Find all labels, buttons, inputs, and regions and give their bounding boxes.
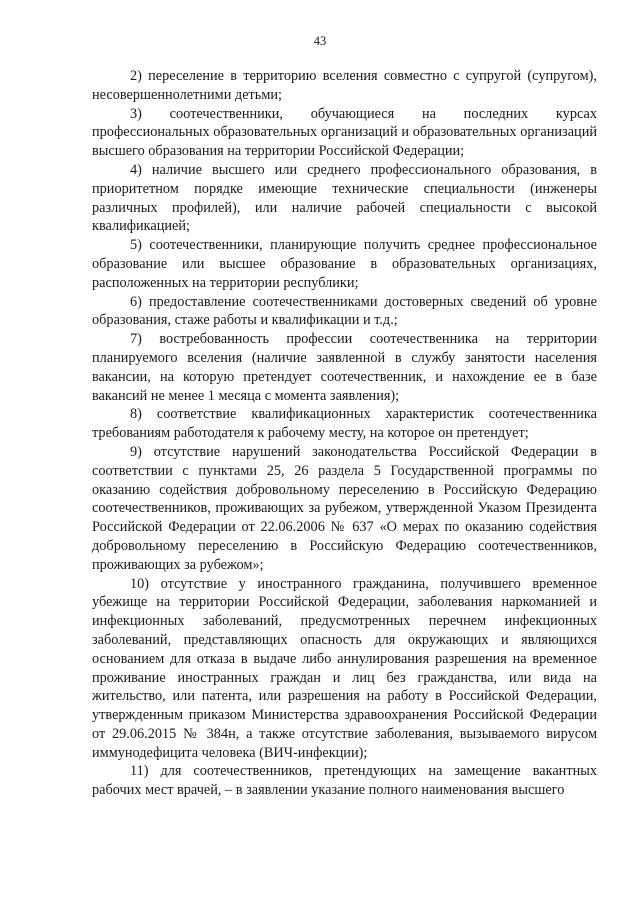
list-item-10: 10) отсутствие у иностранного гражданина, получившего временное убежище на территории Российской Федерации, заболевания наркоманией и инфекционных заболеваний, предусмотренных перечнем инфекционных заболеваний, представляющих опасность для окружающих и являющихся основанием для отказа в выдаче либо аннулирования разрешения на временное проживание иностранных граждан и лиц без гражданства, или вида на жительство, или патента, или разрешения на работу в Российской Федерации, утвержденным приказом Министерства здравоохранения Российской Федерации от 29.06.2015 № 384н, а также отсутствие заболевания, вызываемого вирусом иммунодефицита человека (ВИЧ-инфекции); (92, 575, 597, 761)
document-body (92, 67, 597, 800)
list-item-2: 2) переселение в территорию вселения совместно с супругой (супругом), несовершеннолетними детьми; (92, 68, 597, 103)
list-item-8: 8) соответствие квалификационных характеристик соотечественника требованиям работодателя к рабочему месту, на которое он претендует; (92, 406, 597, 442)
list-item-11: 11) для соотечественников, претендующих на замещение вакантных рабочих мест врачей, – в заявлении указание полного наименования высшего (92, 763, 597, 799)
list-item-9: 9) отсутствие нарушений законодательства Российской Федерации в соответствии с пунктами 25, 26 раздела 5 Государственной программы по оказанию содействия добровольному переселению в Российскую Федерацию соотечественников, проживающих за рубежом, утвержденной Указом Президента Российской Федерации от 22.06.2006 № 637 «О мерах по оказанию содействия добровольному переселению в Российскую Федерацию соотечественников, проживающих за рубежом»; (92, 443, 597, 573)
list-item-4: 4) наличие высшего или среднего профессионального образования, в приоритетном порядке имеющие технические специальности (инженеры различных профилей), или наличие рабочей специальности с высокой квалификацией; (92, 161, 597, 235)
list-item-3: 3) соотечественники, обучающиеся на последних курсах профессиональных образовательных организаций и образовательных организаций высшего образования на территории Российской Федерации; (92, 105, 597, 160)
page-number: 43 (313, 34, 327, 48)
list-item-5: 5) соотечественники, планирующие получить среднее профессиональное образование или высшее образование в образовательных организациях, расположенных на территории республики; (92, 237, 597, 291)
list-item-6: 6) предоставление соотечественниками достоверных сведений об уровне образования, стаже работы и квалификации и т.д.; (92, 293, 597, 329)
list-item-7: 7) востребованность профессии соотечественника на территории планируемого вселения (наличие заявленной в службу занятости населения вакансии, на которую претендует соотечественник, и нахождение ее в базе вакансий не менее 1 месяца с момента заявления); (92, 331, 597, 404)
